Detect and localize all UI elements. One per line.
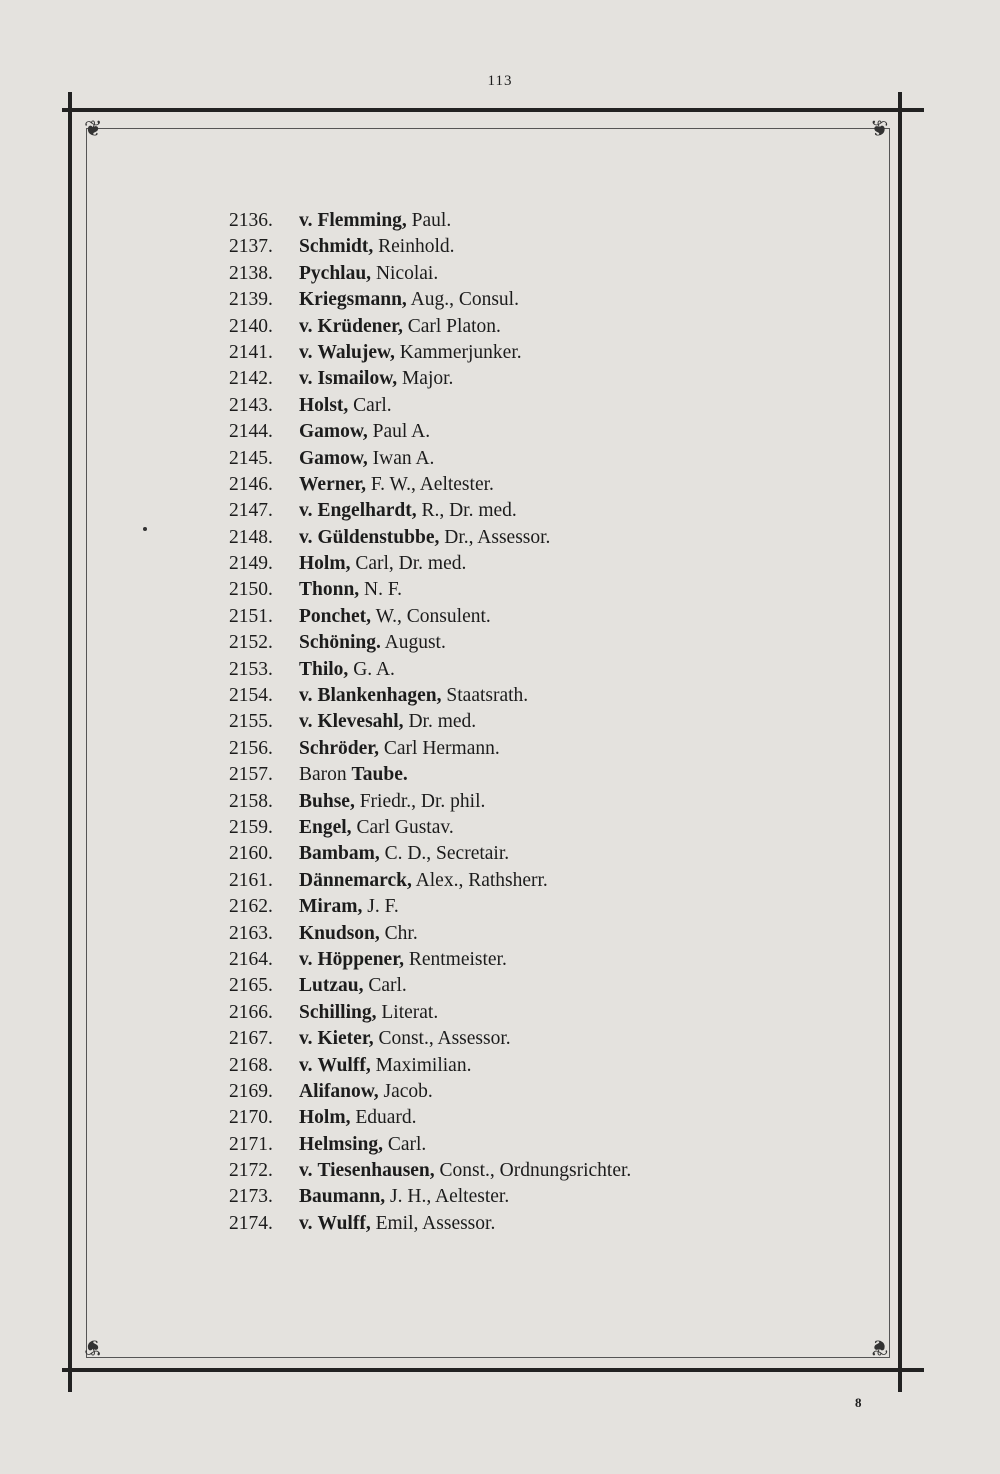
entry-surname: Holst,	[299, 394, 349, 416]
list-item	[229, 366, 849, 392]
entry-surname: Kriegsmann,	[299, 289, 407, 311]
entry-number: 2156.	[229, 737, 273, 759]
entry-number: 2160.	[229, 843, 273, 865]
entry-number: 2163.	[229, 922, 273, 944]
entry-number: 2155.	[229, 711, 273, 733]
entry-number: 2173.	[229, 1186, 273, 1208]
entry-details: Literat.	[381, 1001, 439, 1023]
entry-number: 2166.	[229, 1001, 273, 1023]
list-item	[229, 762, 849, 788]
list-item	[229, 736, 849, 762]
entry-surname: Holm,	[299, 1107, 351, 1129]
list-item	[229, 1026, 849, 1052]
entry-details: J. F.	[367, 896, 399, 918]
list-item	[229, 815, 849, 841]
entry-number: 2145.	[229, 447, 273, 469]
entry-details: Alex., Rathsherr.	[415, 869, 548, 891]
entry-details: W., Consulent.	[375, 605, 491, 627]
entry-surname: Helmsing,	[299, 1133, 383, 1155]
entry-surname: Wulff,	[317, 1212, 371, 1234]
frame-right-rule	[898, 92, 902, 1392]
entry-surname: Höppener,	[317, 948, 404, 970]
entry-number: 2169.	[229, 1080, 273, 1102]
entry-details: Carl.	[353, 394, 392, 416]
entry-details: Major.	[401, 368, 454, 390]
entry-prefix: v.	[299, 368, 313, 390]
entry-number: 2164.	[229, 948, 273, 970]
entry-surname: Bambam,	[299, 843, 380, 865]
corner-ornament-bottom-right: ❦	[870, 1335, 889, 1360]
entry-number: 2158.	[229, 790, 273, 812]
entry-surname: Wulff,	[317, 1054, 371, 1076]
entry-details: Eduard.	[355, 1107, 417, 1129]
corner-ornament-top-right: ❦	[870, 116, 889, 141]
list-item	[229, 709, 849, 735]
entry-surname: Ponchet,	[299, 605, 372, 627]
entry-details: C. D., Secretair.	[384, 843, 510, 865]
list-item	[229, 657, 849, 683]
list-item	[229, 1184, 849, 1210]
frame-outer-top-rule	[62, 108, 924, 112]
entry-surname: Blankenhagen,	[317, 685, 442, 707]
entry-surname: Klevesahl,	[317, 711, 404, 733]
corner-ornament-top-left: ❦	[84, 116, 103, 141]
list-item	[229, 789, 849, 815]
entry-details: Jacob.	[383, 1080, 433, 1102]
entry-number: 2148.	[229, 526, 273, 548]
entry-number: 2142.	[229, 368, 273, 390]
entry-details: Rentmeister.	[408, 948, 507, 970]
entry-surname: Flemming,	[317, 210, 407, 231]
entry-number: 2139.	[229, 289, 273, 311]
list-item	[229, 393, 849, 419]
entry-surname: Schröder,	[299, 737, 379, 759]
list-item	[229, 1211, 849, 1237]
entry-number: 2137.	[229, 236, 273, 258]
entry-prefix: v.	[299, 1212, 313, 1234]
list-item	[229, 973, 849, 999]
entry-prefix: v.	[299, 526, 313, 548]
list-item	[229, 525, 849, 551]
entry-number: 2157.	[229, 764, 273, 786]
list-item	[229, 208, 849, 234]
entry-details: Carl Hermann.	[383, 737, 500, 759]
list-item	[229, 604, 849, 630]
entry-number: 2153.	[229, 658, 273, 680]
list-item	[229, 551, 849, 577]
frame-left-rule	[68, 92, 72, 1392]
entry-prefix: v.	[299, 1160, 313, 1182]
entry-surname: Lutzau,	[299, 975, 364, 997]
entry-details: August.	[384, 632, 446, 654]
entry-prefix: Baron	[299, 764, 347, 786]
entry-details: Emil, Assessor.	[375, 1212, 496, 1234]
entry-details: Kammerjunker.	[399, 341, 522, 363]
entry-details: Paul.	[411, 210, 452, 231]
entry-number: 2140.	[229, 315, 273, 337]
entry-number: 2150.	[229, 579, 273, 601]
speck	[143, 527, 147, 531]
entry-number: 2136.	[229, 210, 273, 231]
entry-prefix: v.	[299, 210, 313, 231]
entry-details: Staatsrath.	[446, 685, 529, 707]
list-item	[229, 472, 849, 498]
entry-surname: Buhse,	[299, 790, 355, 812]
entry-number: 2141.	[229, 341, 273, 363]
list-item	[229, 921, 849, 947]
entry-surname: Miram,	[299, 896, 363, 918]
entry-details: F. W., Aeltester.	[370, 473, 494, 495]
entry-surname: Engelhardt,	[317, 500, 417, 522]
entry-number: 2174.	[229, 1212, 273, 1234]
entry-details: Const., Assessor.	[378, 1028, 511, 1050]
entry-details: Carl Platon.	[407, 315, 501, 337]
list-item	[229, 841, 849, 867]
list-item	[229, 1079, 849, 1105]
entry-number: 2161.	[229, 869, 273, 891]
entry-prefix: v.	[299, 341, 313, 363]
list-item	[229, 340, 849, 366]
entry-number: 2168.	[229, 1054, 273, 1076]
entry-prefix: v.	[299, 315, 313, 337]
entry-details: Maximilian.	[375, 1054, 472, 1076]
entry-prefix: v.	[299, 711, 313, 733]
list-item	[229, 1000, 849, 1026]
entry-surname: Dännemarck,	[299, 869, 412, 891]
entry-surname: Engel,	[299, 816, 352, 838]
entry-details: N. F.	[364, 579, 403, 601]
entry-details: J. H., Aeltester.	[390, 1186, 510, 1208]
entry-surname: Kieter,	[317, 1028, 374, 1050]
entry-surname: Krüdener,	[317, 315, 403, 337]
entry-surname: Ismailow,	[317, 368, 398, 390]
list-item	[229, 894, 849, 920]
page-number: 113	[487, 73, 513, 89]
list-item	[229, 868, 849, 894]
entry-prefix: v.	[299, 1054, 313, 1076]
entry-number: 2146.	[229, 473, 273, 495]
list-item	[229, 234, 849, 260]
entry-number: 2149.	[229, 553, 273, 575]
entry-number: 2152.	[229, 632, 273, 654]
entry-number: 2144.	[229, 421, 273, 443]
entry-surname: Schmidt,	[299, 236, 374, 258]
entry-number: 2147.	[229, 500, 273, 522]
entry-number: 2151.	[229, 605, 273, 627]
entry-details: Iwan A.	[372, 447, 435, 469]
entry-surname: Knudson,	[299, 922, 380, 944]
list-item	[229, 446, 849, 472]
entry-number: 2171.	[229, 1133, 273, 1155]
entry-details: Aug., Consul.	[410, 289, 519, 311]
list-item	[229, 683, 849, 709]
entry-surname: Pychlau,	[299, 262, 372, 284]
entry-surname: Holm,	[299, 553, 351, 575]
entry-details: G. A.	[353, 658, 395, 680]
entry-surname: Schilling,	[299, 1001, 377, 1023]
entry-surname: Thonn,	[299, 579, 360, 601]
entry-prefix: v.	[299, 685, 313, 707]
entry-surname: Alifanow,	[299, 1080, 379, 1102]
corner-ornament-bottom-left: ❦	[84, 1335, 103, 1360]
list-item	[229, 287, 849, 313]
entry-number: 2167.	[229, 1028, 273, 1050]
list-item	[229, 1105, 849, 1131]
entry-number: 2143.	[229, 394, 273, 416]
list-item	[229, 947, 849, 973]
entry-number: 2159.	[229, 816, 273, 838]
entry-surname: Güldenstubbe,	[317, 526, 440, 548]
list-item	[229, 419, 849, 445]
entry-details: Paul A.	[372, 421, 431, 443]
entry-details: Friedr., Dr. phil.	[359, 790, 486, 812]
entry-surname: Walujew,	[317, 341, 395, 363]
entry-number: 2165.	[229, 975, 273, 997]
entry-details: Carl, Dr. med.	[355, 553, 467, 575]
entry-surname: Schöning.	[299, 632, 381, 654]
entry-surname: Gamow,	[299, 421, 368, 443]
entry-details: Carl.	[368, 975, 407, 997]
entry-surname: Taube.	[351, 764, 408, 786]
entry-number: 2138.	[229, 262, 273, 284]
entry-details: Const., Ordnungsrichter.	[439, 1160, 632, 1182]
entry-details: Carl.	[387, 1133, 427, 1155]
entry-number: 2172.	[229, 1160, 273, 1182]
list-item	[229, 498, 849, 524]
list-item	[229, 1132, 849, 1158]
list-item	[229, 261, 849, 287]
list-item	[229, 1053, 849, 1079]
list-item	[229, 314, 849, 340]
entry-prefix: v.	[299, 948, 313, 970]
entry-number: 2170.	[229, 1107, 273, 1129]
entry-details: R., Dr. med.	[421, 500, 517, 522]
list-item	[229, 577, 849, 603]
entry-details: Dr. med.	[408, 711, 477, 733]
entry-details: Carl Gustav.	[356, 816, 454, 838]
entry-prefix: v.	[299, 1028, 313, 1050]
frame-outer-bottom-rule	[62, 1368, 924, 1372]
list-item	[229, 630, 849, 656]
entry-surname: Gamow,	[299, 447, 368, 469]
entry-prefix: v.	[299, 500, 313, 522]
entry-details: Dr., Assessor.	[444, 526, 551, 548]
entry-surname: Tiesenhausen,	[317, 1160, 435, 1182]
entry-list	[229, 208, 849, 1237]
entry-details: Nicolai.	[375, 262, 439, 284]
entry-number: 2154.	[229, 685, 273, 707]
signature-mark: 8	[855, 1395, 862, 1410]
entry-details: Chr.	[384, 922, 418, 944]
list-item	[229, 1158, 849, 1184]
entry-details: Reinhold.	[378, 236, 455, 258]
entry-surname: Baumann,	[299, 1186, 386, 1208]
entry-surname: Werner,	[299, 473, 366, 495]
entry-number: 2162.	[229, 896, 273, 918]
entry-surname: Thilo,	[299, 658, 349, 680]
